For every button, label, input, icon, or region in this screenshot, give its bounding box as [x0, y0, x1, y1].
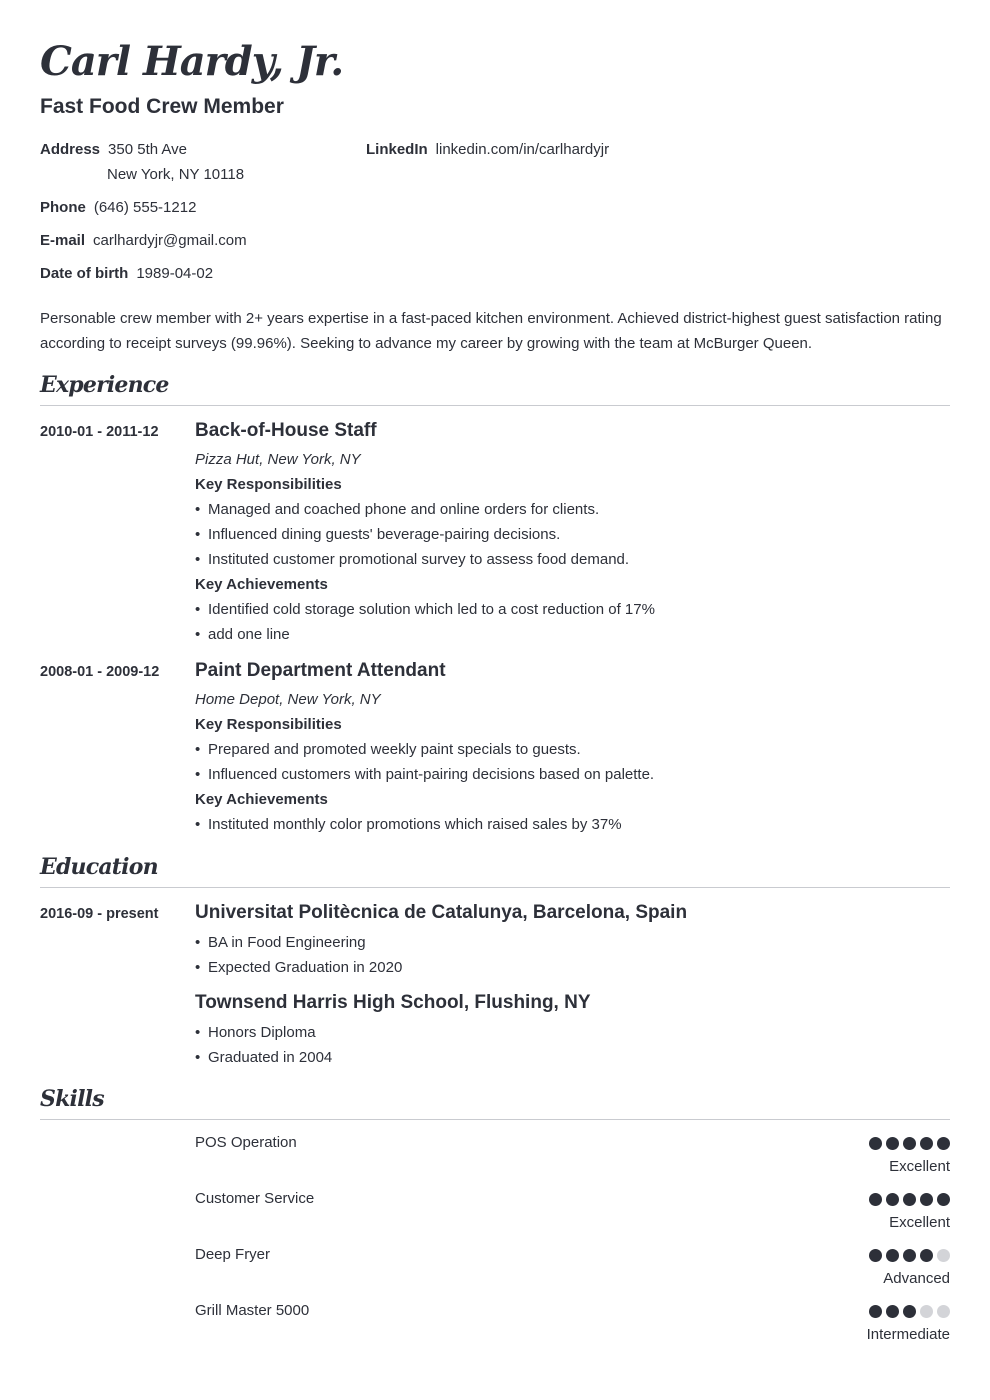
rating-dot-filled [937, 1137, 950, 1150]
responsibilities-label: Key Responsibilities [195, 476, 342, 493]
skill-row [195, 1133, 950, 1183]
list-item: • Managed and coached phone and online orders for clients. [195, 497, 950, 522]
address-line2: New York, NY 10118 [107, 166, 245, 183]
skill-name: Grill Master 5000 [195, 1302, 310, 1319]
job-dates: 2010-01 - 2011-12 [40, 424, 159, 440]
job-dates: 2008-01 - 2009-12 [40, 664, 160, 680]
rating-dot-filled [869, 1305, 882, 1318]
skill-row [195, 1245, 950, 1295]
skill-level: Intermediate [866, 1326, 950, 1343]
rating-dot-empty [920, 1305, 933, 1318]
education-heading: Education [40, 852, 950, 888]
phone-label: Phone [40, 199, 86, 216]
contact-email [40, 228, 247, 253]
skill-row [195, 1189, 950, 1239]
school-name: Universitat Politècnica de Catalunya, Barcelona, Spain [195, 902, 688, 923]
rating-dot-filled [869, 1249, 882, 1262]
resume-page [40, 0, 950, 1400]
list-item: • Instituted customer promotional survey to assess food demand. [195, 547, 950, 572]
rating-dot-filled [886, 1137, 899, 1150]
skill-level: Excellent [889, 1214, 950, 1231]
dob-label: Date of birth [40, 265, 129, 282]
email-link[interactable]: carlhardyjr@gmail.com [93, 232, 247, 249]
list-item: • Expected Graduation in 2020 [195, 955, 950, 980]
job-entry [195, 658, 950, 837]
contact-dob [40, 261, 213, 286]
address-label: Address [40, 141, 101, 158]
job-entry [195, 418, 950, 647]
skill-rating [869, 1249, 950, 1262]
rating-dot-filled [920, 1193, 933, 1206]
rating-dot-filled [903, 1305, 916, 1318]
achievements-label: Key Achievements [195, 791, 328, 808]
list-item: • Honors Diploma [195, 1020, 950, 1045]
rating-dot-filled [937, 1193, 950, 1206]
skill-rating [869, 1305, 950, 1318]
skill-name: Customer Service [195, 1190, 315, 1207]
email-label: E-mail [40, 232, 86, 249]
job-title: Paint Department Attendant [195, 660, 446, 681]
rating-dot-filled [886, 1249, 899, 1262]
achievements-label: Key Achievements [195, 576, 328, 593]
rating-dot-filled [903, 1249, 916, 1262]
candidate-name: Carl Hardy, Jr. [40, 38, 344, 85]
list-item: • Influenced customers with paint-pairing decisions based on palette. [195, 762, 950, 787]
skill-name: POS Operation [195, 1134, 297, 1151]
profile-summary: Personable crew member with 2+ years expertise in a fast-paced kitchen environment. Achieved district-highest guest satisfaction rating according to receipt surveys (99.96%). Seeking to advance my career by growing with the team at McBurger Queen. [40, 310, 942, 352]
rating-dot-filled [886, 1193, 899, 1206]
contact-address [40, 137, 187, 162]
candidate-title: Fast Food Crew Member [40, 95, 284, 118]
list-item: • Influenced dining guests' beverage-pairing decisions. [195, 522, 950, 547]
rating-dot-filled [886, 1305, 899, 1318]
skill-rating [869, 1193, 950, 1206]
education-entry [195, 900, 950, 980]
list-item: • BA in Food Engineering [195, 930, 950, 955]
phone-value: (646) 555-1212 [93, 199, 197, 216]
linkedin-label: LinkedIn [366, 141, 428, 158]
experience-heading: Experience [40, 370, 950, 406]
list-item: • Instituted monthly color promotions which raised sales by 37% [195, 812, 950, 837]
responsibilities-label: Key Responsibilities [195, 716, 342, 733]
dob-value: 1989-04-02 [136, 265, 214, 282]
contact-phone [40, 195, 196, 220]
rating-dot-filled [903, 1137, 916, 1150]
rating-dot-filled [920, 1249, 933, 1262]
skill-level: Advanced [883, 1270, 950, 1287]
rating-dot-empty [937, 1305, 950, 1318]
address-line1: 350 5th Ave [108, 141, 187, 158]
rating-dot-empty [937, 1249, 950, 1262]
linkedin-link[interactable]: linkedin.com/in/carlhardyjr [435, 141, 610, 158]
rating-dot-filled [903, 1193, 916, 1206]
skill-row [195, 1301, 950, 1351]
contact-linkedin [366, 137, 609, 162]
list-item: • Graduated in 2004 [195, 1045, 950, 1070]
job-title: Back-of-House Staff [195, 420, 377, 441]
skill-rating [869, 1137, 950, 1150]
list-item: • Prepared and promoted weekly paint specials to guests. [195, 737, 950, 762]
education-dates: 2016-09 - present [40, 906, 159, 922]
job-company: Home Depot, New York, NY [195, 691, 381, 708]
list-item: • Identified cold storage solution which led to a cost reduction of 17% [195, 597, 950, 622]
skill-name: Deep Fryer [195, 1246, 271, 1263]
skills-heading: Skills [40, 1084, 950, 1120]
rating-dot-filled [869, 1137, 882, 1150]
rating-dot-filled [920, 1137, 933, 1150]
school-name: Townsend Harris High School, Flushing, NY [195, 992, 591, 1013]
skill-level: Excellent [889, 1158, 950, 1175]
education-entry [195, 990, 950, 1070]
list-item: • add one line [195, 622, 950, 647]
rating-dot-filled [869, 1193, 882, 1206]
job-company: Pizza Hut, New York, NY [195, 451, 361, 468]
